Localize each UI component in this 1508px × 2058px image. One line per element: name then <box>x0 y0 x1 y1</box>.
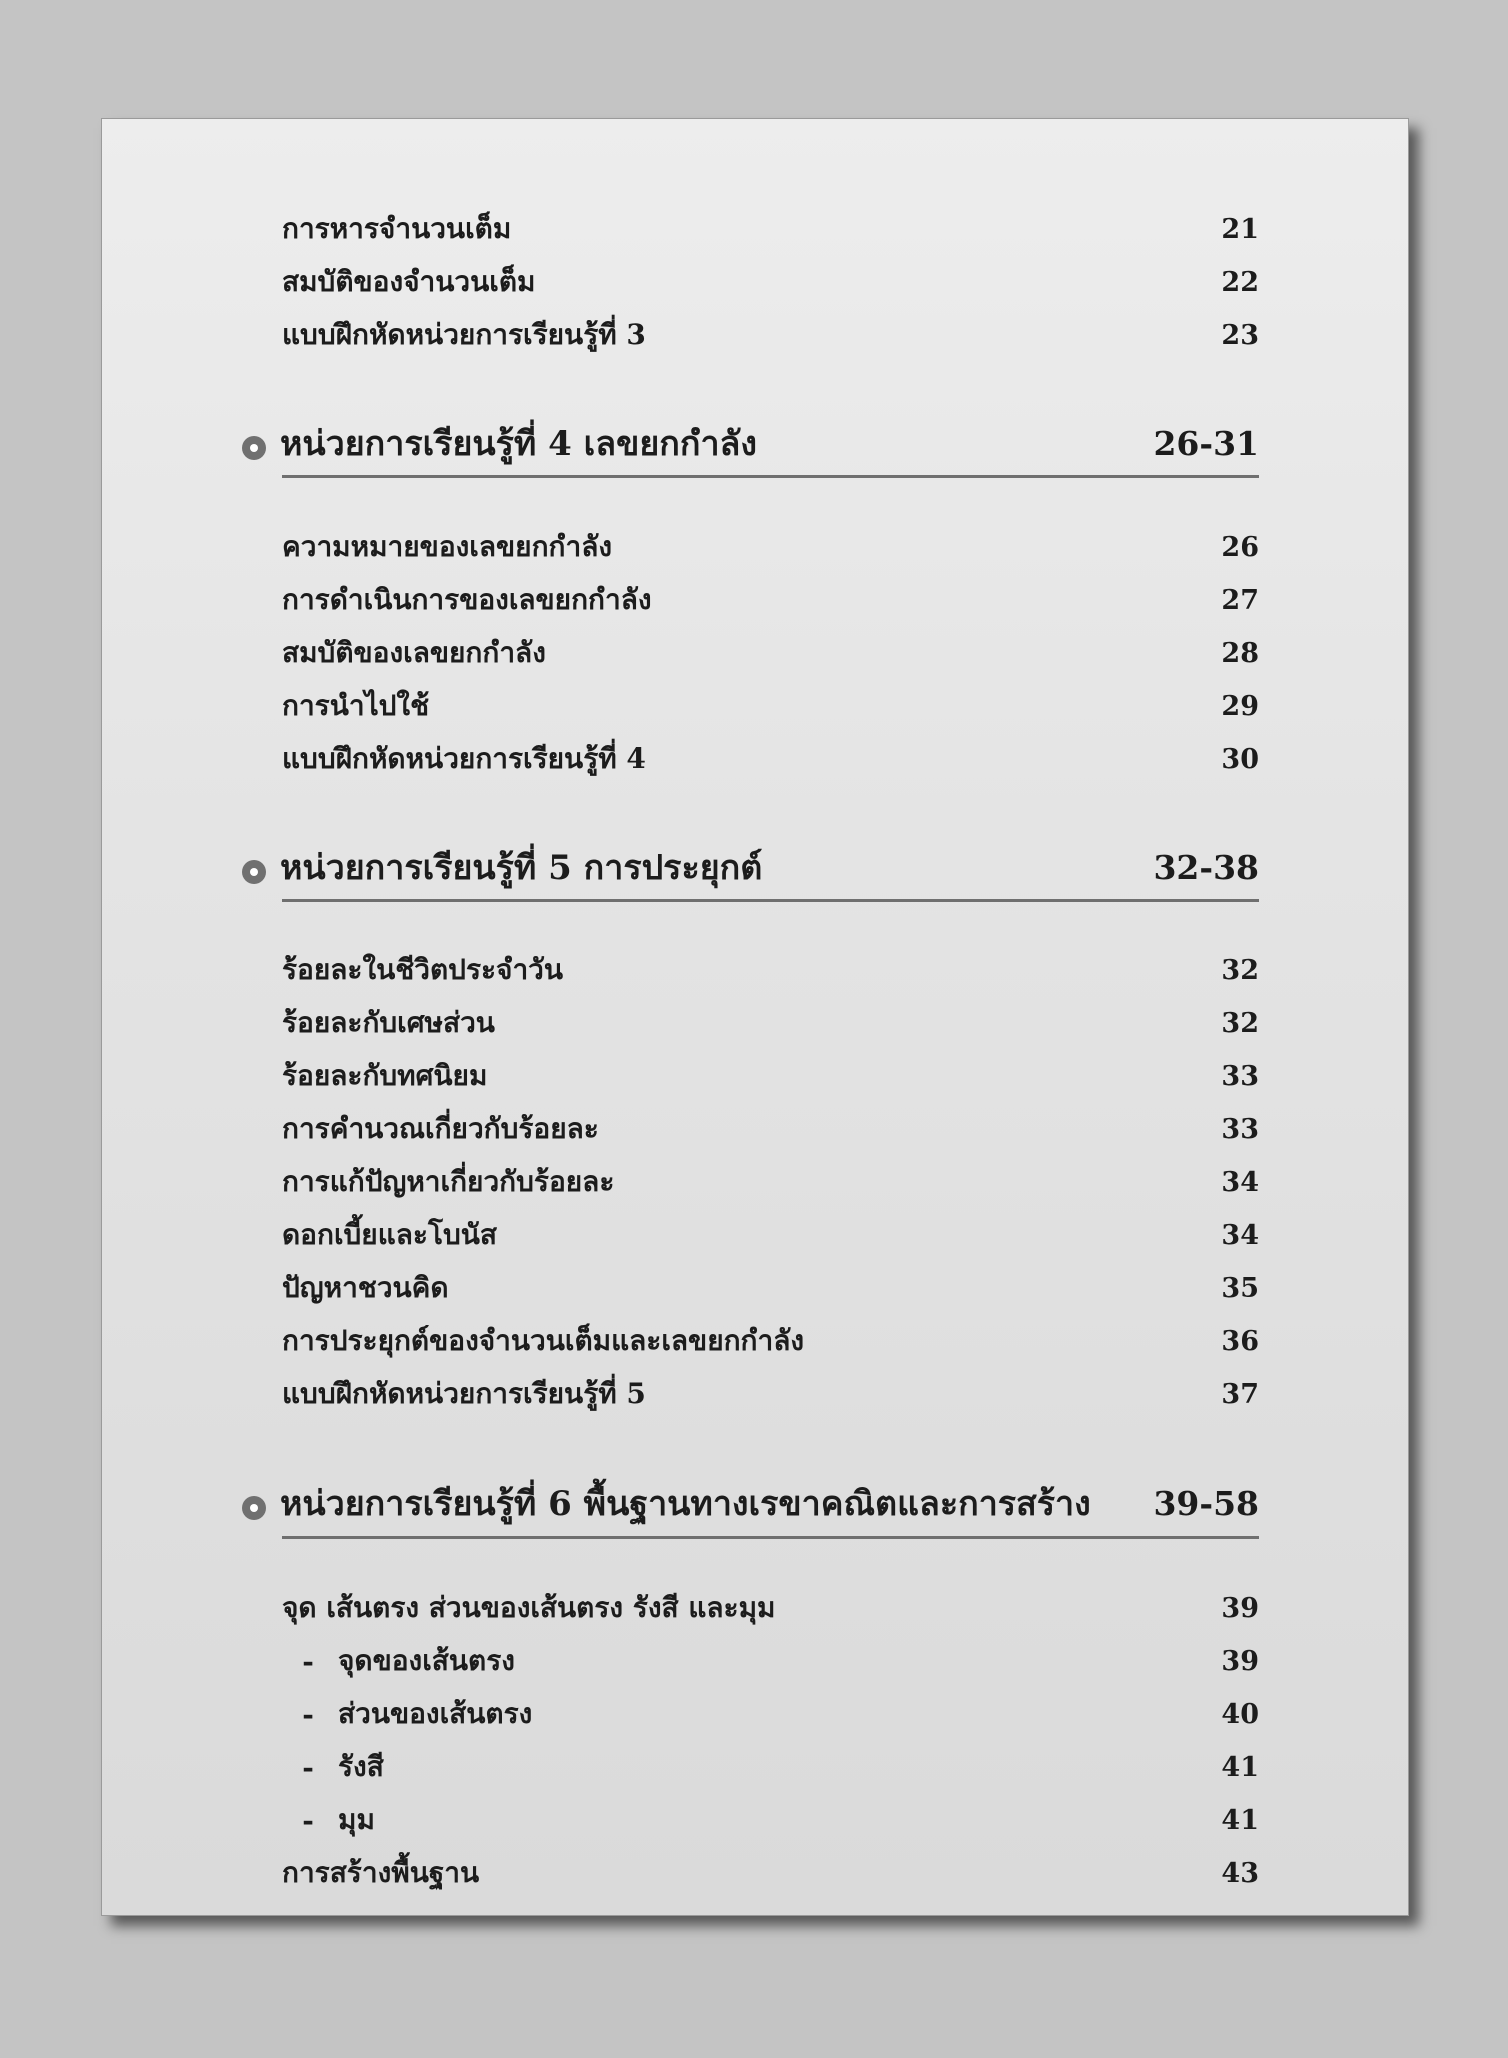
toc-entry <box>282 1374 1259 1414</box>
dash-marker: - <box>302 1750 314 1784</box>
dash-marker: - <box>302 1697 314 1731</box>
toc-entry-title: แบบฝึกหัดหน่วยการเรียนรู้ที่ 3 <box>282 318 646 351</box>
toc-entry-page: 21 <box>1221 213 1259 245</box>
section-title: หน่วยการเรียนรู้ที่ 6 พื้นฐานทางเรขาคณิตและการสร้าง <box>280 1484 1091 1524</box>
section-divider <box>282 475 1259 478</box>
section-page-range: 26-31 <box>1153 423 1259 463</box>
toc-entry-title: จุด เส้นตรง ส่วนของเส้นตรง รังสี และมุม <box>282 1591 776 1624</box>
toc-entry-page: 39 <box>1221 1592 1259 1624</box>
section-heading-unit-6 <box>242 1475 1259 1531</box>
toc-entry-title: จุดของเส้นตรง <box>338 1644 515 1677</box>
toc-entry-page: 41 <box>1221 1751 1259 1783</box>
toc-entry <box>282 1853 1259 1893</box>
toc-entry-title: มุม <box>338 1803 375 1836</box>
toc-entry <box>282 1588 1259 1628</box>
toc-entry-title: การดำเนินการของเลขยกกำลัง <box>282 583 652 616</box>
toc-entry-title: แบบฝึกหัดหน่วยการเรียนรู้ที่ 5 <box>282 1377 646 1410</box>
toc-entry-title: การหารจำนวนเต็ม <box>282 212 512 245</box>
toc-entry-page: 39 <box>1221 1645 1259 1677</box>
toc-entry <box>282 633 1259 673</box>
bullet-icon <box>242 436 266 460</box>
toc-subentry <box>282 1641 1259 1681</box>
dash-marker: - <box>302 1644 314 1678</box>
toc-entry-title: การประยุกต์ของจำนวนเต็มและเลขยกกำลัง <box>282 1324 805 1357</box>
section-page-range: 39-58 <box>1153 1483 1259 1523</box>
toc-entry <box>282 1321 1259 1361</box>
bullet-icon <box>242 860 266 884</box>
toc-entry <box>282 209 1259 249</box>
toc-entry <box>282 1109 1259 1149</box>
toc-entry-page: 34 <box>1221 1166 1259 1198</box>
section-divider <box>282 899 1259 902</box>
book-page <box>101 118 1409 1916</box>
toc-entry <box>282 950 1259 990</box>
toc-entry-title: ปัญหาชวนคิด <box>282 1271 449 1304</box>
toc-entry <box>282 580 1259 620</box>
toc-entry-title: ร้อยละในชีวิตประจำวัน <box>282 953 564 986</box>
toc-entry-page: 26 <box>1221 531 1259 563</box>
toc-entry <box>282 686 1259 726</box>
toc-entry-page: 27 <box>1221 584 1259 616</box>
toc-entry-page: 33 <box>1221 1113 1259 1145</box>
toc-entry-title: สมบัติของจำนวนเต็ม <box>282 265 536 298</box>
toc-entry-page: 35 <box>1221 1272 1259 1304</box>
toc-entry-page: 36 <box>1221 1325 1259 1357</box>
toc-entry-page: 41 <box>1221 1804 1259 1836</box>
toc-entry <box>282 1215 1259 1255</box>
toc-entry-title: ความหมายของเลขยกกำลัง <box>282 530 613 563</box>
toc-entry-title: แบบฝึกหัดหน่วยการเรียนรู้ที่ 4 <box>282 742 646 775</box>
section-heading-unit-4 <box>242 415 1259 471</box>
toc-entry-title: ร้อยละกับเศษส่วน <box>282 1006 495 1039</box>
toc-entry <box>282 527 1259 567</box>
toc-subentry <box>282 1694 1259 1734</box>
table-of-contents <box>102 119 1408 1915</box>
section-title: หน่วยการเรียนรู้ที่ 5 การประยุกต์ <box>280 848 763 888</box>
toc-entry-page: 40 <box>1221 1698 1259 1730</box>
toc-entry <box>282 1268 1259 1308</box>
toc-entry <box>282 739 1259 779</box>
toc-entry-title: การแก้ปัญหาเกี่ยวกับร้อยละ <box>282 1165 615 1198</box>
toc-entry-title: ดอกเบี้ยและโบนัส <box>282 1218 497 1251</box>
section-page-range: 32-38 <box>1153 847 1259 887</box>
toc-entry-page: 32 <box>1221 954 1259 986</box>
toc-entry <box>282 315 1259 355</box>
toc-entry-page: 22 <box>1221 266 1259 298</box>
toc-entry-title: รังสี <box>338 1750 384 1783</box>
toc-entry <box>282 262 1259 302</box>
toc-entry-page: 37 <box>1221 1378 1259 1410</box>
toc-entry-page: 34 <box>1221 1219 1259 1251</box>
section-divider <box>282 1536 1259 1539</box>
section-title: หน่วยการเรียนรู้ที่ 4 เลขยกกำลัง <box>280 424 757 464</box>
section-heading-unit-5 <box>242 839 1259 895</box>
toc-entry-page: 43 <box>1221 1857 1259 1889</box>
toc-entry-page: 30 <box>1221 743 1259 775</box>
toc-entry-title: สมบัติของเลขยกกำลัง <box>282 636 546 669</box>
toc-entry <box>282 1056 1259 1096</box>
toc-entry <box>282 1003 1259 1043</box>
toc-entry-title: การนำไปใช้ <box>282 689 430 722</box>
toc-entry-page: 33 <box>1221 1060 1259 1092</box>
toc-subentry <box>282 1747 1259 1787</box>
toc-entry-title: การสร้างพื้นฐาน <box>282 1856 480 1889</box>
toc-entry <box>282 1162 1259 1202</box>
toc-subentry <box>282 1800 1259 1840</box>
bullet-icon <box>242 1496 266 1520</box>
toc-entry-title: การคำนวณเกี่ยวกับร้อยละ <box>282 1112 599 1145</box>
toc-entry-page: 28 <box>1221 637 1259 669</box>
toc-entry-page: 29 <box>1221 690 1259 722</box>
toc-entry-title: ส่วนของเส้นตรง <box>338 1697 533 1730</box>
toc-entry-title: ร้อยละกับทศนิยม <box>282 1059 488 1092</box>
toc-entry-page: 32 <box>1221 1007 1259 1039</box>
dash-marker: - <box>302 1803 314 1837</box>
toc-entry-page: 23 <box>1221 319 1259 351</box>
